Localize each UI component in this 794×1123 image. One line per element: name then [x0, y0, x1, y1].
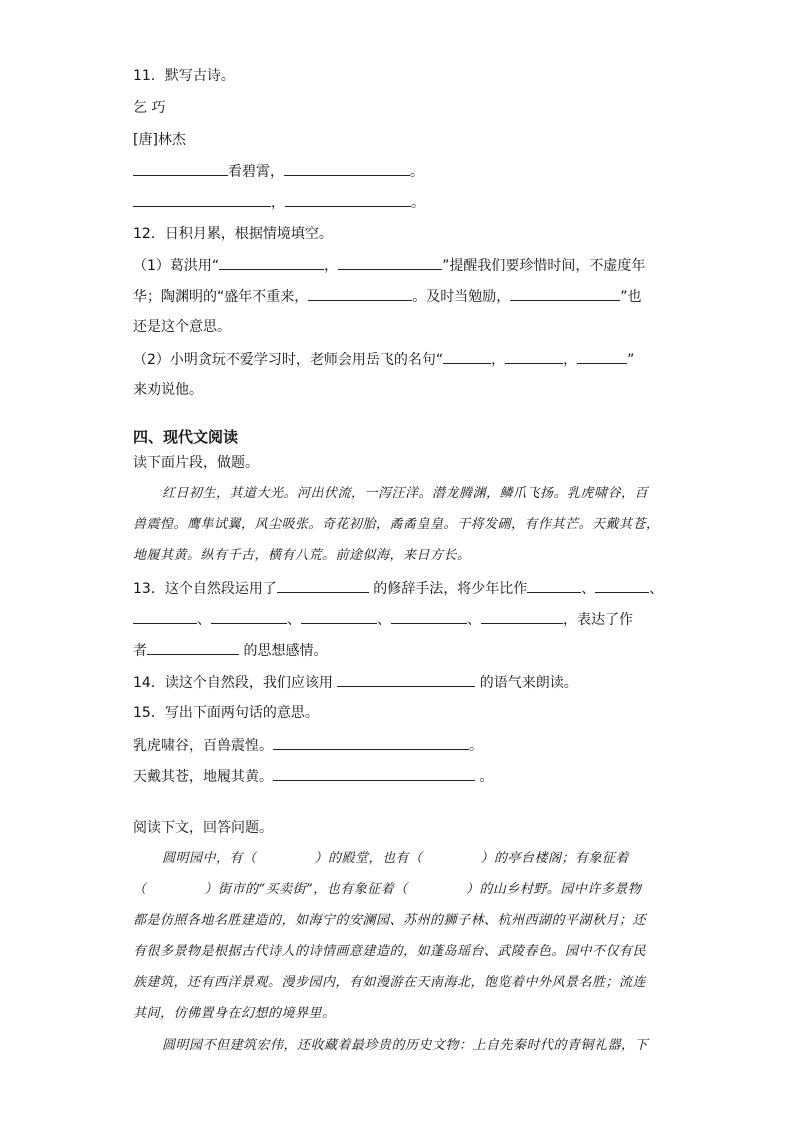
answer-blank[interactable] [337, 672, 475, 687]
answer-blank[interactable] [577, 349, 627, 364]
answer-blank[interactable] [133, 192, 271, 207]
reading-line: （ ）街市的“买卖街”，也有象征着（ ）的山乡村野。园中许多景物 [133, 882, 642, 897]
answer-blank[interactable] [391, 609, 467, 624]
answer-blank[interactable] [510, 286, 620, 301]
question-15-sentence-1: 乳虎啸谷，百兽震惶。 。 [133, 735, 483, 756]
question-14: 14．读这个自然段，我们应该用 的语气来朗读。 [133, 672, 578, 693]
answer-blank[interactable] [443, 349, 491, 364]
question-15-sentence-2: 天戴其苍，地履其黄。 。 [133, 766, 493, 787]
reading-line: 其间，仿佛置身在幻想的境界里。 [133, 1006, 336, 1021]
answer-blank[interactable] [219, 255, 324, 270]
question-12-part-1-line-1: （1）葛洪用“ ， ”提醒我们要珍惜时间，不虚度年 [133, 255, 645, 276]
question-13-line-3: 者 的思想感情。 [133, 640, 327, 661]
answer-blank[interactable] [273, 735, 469, 750]
reading-line: 圆明园不但建筑宏伟，还收藏着最珍贵的历史文物：上自先秦时代的青铜礼器，下 [162, 1038, 649, 1053]
answer-blank[interactable] [147, 640, 239, 655]
passage-line: 地履其黄。纵有千古，横有八荒。前途似海，来日方长。 [133, 548, 471, 563]
answer-blank[interactable] [481, 609, 563, 624]
answer-blank[interactable] [284, 161, 410, 176]
question-12-part-1-line-3: 还是这个意思。 [133, 319, 231, 335]
poem-title: 乞 巧 [133, 100, 166, 116]
reading-intro: 阅读下文，回答问题。 [133, 820, 273, 836]
question-12-part-2-line-1: （2）小明贪玩不爱学习时，老师会用岳飞的名句“ ， ， ” [133, 349, 634, 370]
question-12-title: 12．日积月累，根据情境填空。 [133, 226, 333, 242]
answer-blank[interactable] [273, 766, 475, 781]
answer-blank[interactable] [285, 192, 411, 207]
question-13-line-2: 、 、 、 、 ，表达了作 [133, 609, 633, 630]
reading-line: 圆明园中，有（ ）的殿堂，也有（ ）的亭台楼阁；有象征着 [162, 851, 630, 866]
answer-blank[interactable] [277, 578, 369, 593]
answer-blank[interactable] [338, 255, 442, 270]
question-11-title: 11．默写古诗。 [133, 68, 235, 84]
question-13-line-1: 13．这个自然段运用了 的修辞手法，将少年比作 、 、 [133, 578, 663, 599]
question-15-title: 15．写出下面两句话的意思。 [133, 705, 319, 721]
question-12-part-1-line-2: 华；陶渊明的“盛年不重来， 。及时当勉励， ”也 [133, 286, 642, 307]
answer-blank[interactable] [527, 578, 581, 593]
answer-blank[interactable] [133, 161, 228, 176]
answer-blank[interactable] [505, 349, 563, 364]
poem-line-1: 看碧霄， 。 [133, 161, 424, 182]
answer-blank[interactable] [301, 609, 377, 624]
reading-line: 族建筑，还有西洋景观。漫步园内，有如漫游在天南海北，饱览着中外风景名胜；流连 [133, 975, 647, 990]
section-intro: 读下面片段，做题。 [133, 455, 259, 471]
poem-author: [唐]林杰 [133, 132, 186, 148]
answer-blank[interactable] [595, 578, 649, 593]
passage-line: 兽震惶。鹰隼试翼，风尘吸张。奇花初胎，矞矞皇皇。干将发硎，有作其芒。天戴其苍， [133, 517, 660, 532]
reading-line: 都是仿照各地名胜建造的，如海宁的安澜园、苏州的狮子林、杭州西湖的平湖秋月；还 [133, 913, 647, 928]
answer-blank[interactable] [211, 609, 287, 624]
answer-blank[interactable] [308, 286, 412, 301]
answer-blank[interactable] [133, 609, 197, 624]
question-12-part-2-line-2: 来劝说他。 [133, 382, 203, 398]
reading-line: 有很多景物是根据古代诗人的诗情画意建造的，如蓬岛瑶台、武陵春色。园中不仅有民 [133, 944, 647, 959]
passage-line: 红日初生，其道大光。河出伏流，一泻汪洋。潜龙腾渊，鳞爪飞扬。乳虎啸谷，百 [162, 486, 649, 501]
section-heading: 四、现代文阅读 [133, 428, 239, 446]
poem-line-2: ， 。 [133, 192, 425, 213]
